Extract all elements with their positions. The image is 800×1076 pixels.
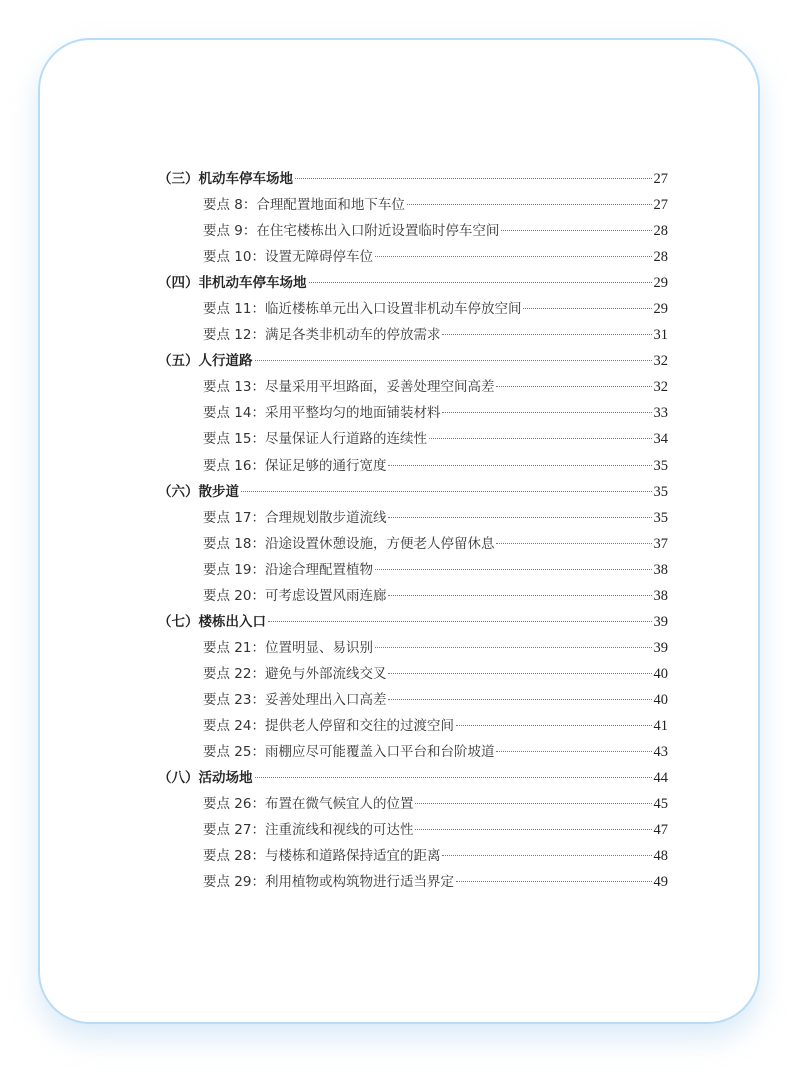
toc-section-entry[interactable]	[158, 479, 668, 505]
dot-leader	[388, 673, 651, 674]
toc-entry-page-number: 40	[653, 691, 668, 708]
toc-item-entry[interactable]	[158, 531, 668, 557]
toc-entry-title: 要点 28：与楼栋和道路保持适宜的距离	[203, 848, 441, 865]
toc-entry-page-number: 41	[653, 717, 668, 734]
dot-leader	[442, 855, 651, 856]
toc-section-entry[interactable]	[158, 166, 668, 192]
toc-entry-page-number: 38	[653, 587, 668, 604]
toc-section-entry[interactable]	[158, 609, 668, 635]
toc-entry-page-number: 32	[653, 379, 668, 396]
toc-entry-title: 要点 24：提供老人停留和交往的过渡空间	[203, 717, 454, 734]
toc-entry-title: 要点 29：利用植物或构筑物进行适当界定	[203, 874, 454, 891]
toc-entry-title: 要点 23：妥善处理出入口高差	[203, 691, 387, 708]
toc-entry-title: 要点 20：可考虑设置风雨连廊	[203, 587, 387, 604]
toc-entry-page-number: 40	[653, 665, 668, 682]
dot-leader	[255, 777, 652, 778]
toc-item-entry[interactable]	[158, 713, 668, 739]
dot-leader	[496, 751, 651, 752]
toc-entry-title: 要点 17：合理规划散步道流线	[203, 509, 387, 526]
dot-leader	[415, 829, 651, 830]
toc-entry-title: 要点 10：设置无障碍停车位	[203, 249, 373, 266]
dot-leader	[496, 543, 651, 544]
toc-item-entry[interactable]	[158, 505, 668, 531]
dot-leader	[295, 178, 652, 179]
toc-entry-title: （七）楼栋出入口	[158, 613, 266, 630]
toc-item-entry[interactable]	[158, 426, 668, 452]
toc-entry-page-number: 45	[653, 796, 668, 813]
toc-entry-page-number: 28	[653, 249, 668, 266]
dot-leader	[456, 725, 652, 726]
toc-item-entry[interactable]	[158, 400, 668, 426]
toc-entry-page-number: 32	[653, 353, 668, 370]
dot-leader	[388, 465, 651, 466]
toc-entry-title: 要点 16：保证足够的通行宽度	[203, 457, 387, 474]
toc-entry-title: 要点 19：沿途合理配置植物	[203, 561, 373, 578]
toc-section-entry[interactable]	[158, 348, 668, 374]
dot-leader	[388, 517, 651, 518]
toc-entry-page-number: 47	[653, 822, 668, 839]
toc-entry-title: （五）人行道路	[158, 353, 253, 370]
toc-item-entry[interactable]	[158, 218, 668, 244]
toc-entry-title: 要点 18：沿途设置休憩设施，方便老人停留休息	[203, 535, 495, 552]
dot-leader	[407, 204, 652, 205]
dot-leader	[388, 595, 651, 596]
toc-entry-title: （八）活动场地	[158, 770, 253, 787]
table-of-contents	[158, 166, 668, 895]
toc-entry-page-number: 38	[653, 561, 668, 578]
toc-entry-title: 要点 13：尽量采用平坦路面，妥善处理空间高差	[203, 379, 495, 396]
toc-entry-page-number: 35	[653, 509, 668, 526]
toc-entry-title: （三）机动车停车场地	[158, 171, 293, 187]
dot-leader	[375, 647, 652, 648]
toc-item-entry[interactable]	[158, 322, 668, 348]
toc-item-entry[interactable]	[158, 869, 668, 895]
dot-leader	[268, 621, 652, 622]
dot-leader	[241, 491, 652, 492]
toc-item-entry[interactable]	[158, 791, 668, 817]
toc-entry-title: 要点 9：在住宅楼栋出入口附近设置临时停车空间	[203, 223, 500, 240]
toc-entry-page-number: 33	[653, 405, 668, 422]
dot-leader	[375, 256, 652, 257]
toc-entry-page-number: 35	[653, 483, 668, 500]
toc-item-entry[interactable]	[158, 296, 668, 322]
toc-entry-title: 要点 22：避免与外部流线交叉	[203, 665, 387, 682]
toc-entry-page-number: 49	[653, 874, 668, 891]
toc-entry-title: 要点 14：采用平整均匀的地面铺装材料	[203, 405, 441, 422]
dot-leader	[442, 334, 651, 335]
dot-leader	[501, 230, 651, 231]
toc-entry-page-number: 34	[653, 431, 668, 448]
toc-entry-title: 要点 25：雨棚应尽可能覆盖入口平台和台阶坡道	[203, 744, 495, 761]
toc-item-entry[interactable]	[158, 244, 668, 270]
toc-entry-page-number: 35	[653, 457, 668, 474]
toc-entry-page-number: 31	[653, 327, 668, 344]
dot-leader	[429, 438, 652, 439]
dot-leader	[375, 569, 652, 570]
toc-entry-title: 要点 8：合理配置地面和地下车位	[203, 197, 405, 214]
dot-leader	[456, 881, 652, 882]
toc-entry-title: 要点 15：尽量保证人行道路的连续性	[203, 431, 427, 448]
dot-leader	[523, 308, 651, 309]
toc-entry-page-number: 29	[653, 301, 668, 318]
toc-item-entry[interactable]	[158, 192, 668, 218]
toc-entry-title: 要点 11：临近楼栋单元出入口设置非机动车停放空间	[203, 301, 522, 318]
toc-entry-page-number: 48	[653, 848, 668, 865]
toc-item-entry[interactable]	[158, 635, 668, 661]
toc-entry-title: 要点 12：满足各类非机动车的停放需求	[203, 327, 441, 344]
toc-entry-page-number: 27	[653, 171, 668, 187]
toc-item-entry[interactable]	[158, 739, 668, 765]
toc-entry-page-number: 39	[653, 613, 668, 630]
toc-entry-title: （四）非机动车停车场地	[158, 275, 307, 292]
dot-leader	[442, 412, 651, 413]
toc-item-entry[interactable]	[158, 583, 668, 609]
toc-section-entry[interactable]	[158, 270, 668, 296]
dot-leader	[309, 282, 652, 283]
toc-entry-page-number: 29	[653, 275, 668, 292]
toc-section-entry[interactable]	[158, 765, 668, 791]
dot-leader	[255, 360, 652, 361]
toc-entry-title: 要点 21：位置明显、易识别	[203, 639, 373, 656]
toc-item-entry[interactable]	[158, 374, 668, 400]
toc-item-entry[interactable]	[158, 661, 668, 687]
toc-item-entry[interactable]	[158, 557, 668, 583]
toc-entry-page-number: 28	[653, 223, 668, 240]
toc-item-entry[interactable]	[158, 843, 668, 869]
toc-entry-page-number: 44	[653, 770, 668, 787]
toc-entry-title: （六）散步道	[158, 483, 239, 500]
toc-entry-page-number: 43	[653, 744, 668, 761]
toc-item-entry[interactable]	[158, 817, 668, 843]
toc-entry-page-number: 39	[653, 639, 668, 656]
toc-item-entry[interactable]	[158, 687, 668, 713]
toc-item-entry[interactable]	[158, 453, 668, 479]
dot-leader	[388, 699, 651, 700]
toc-entry-title: 要点 26：布置在微气候宜人的位置	[203, 796, 414, 813]
dot-leader	[415, 803, 651, 804]
dot-leader	[496, 386, 651, 387]
toc-entry-title: 要点 27：注重流线和视线的可达性	[203, 822, 414, 839]
toc-entry-page-number: 37	[653, 535, 668, 552]
toc-entry-page-number: 27	[653, 197, 668, 214]
